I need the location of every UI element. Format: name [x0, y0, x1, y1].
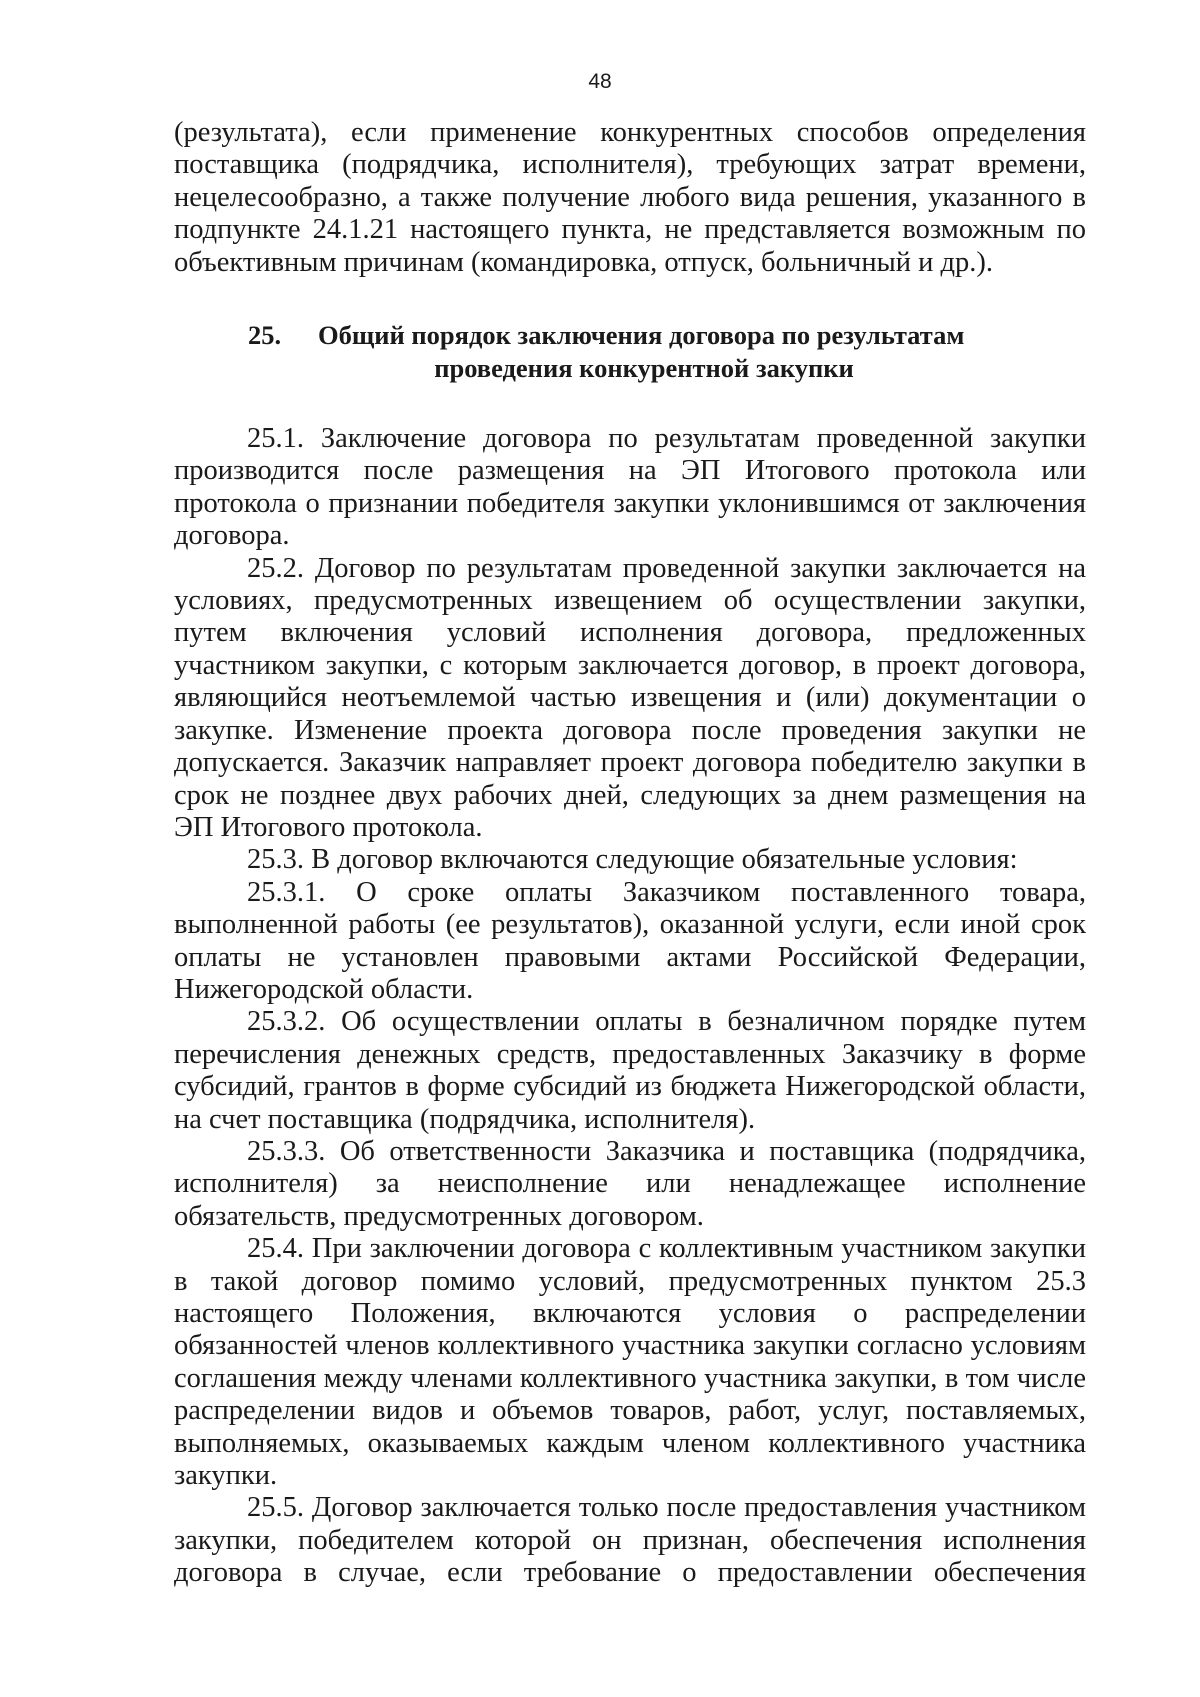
section-number: 25.: [248, 320, 282, 351]
paragraph-25-3: 25.3. В договор включаются следующие обязательные условия:: [247, 844, 1018, 876]
document-body: [174, 117, 1086, 1590]
paragraph-25-3-3: 25.3.3. Об ответственности Заказчика и поставщика (подрядчика, исполнителя) за неисполнение или ненадлежащее исполнение обязательств, предусмотренных договором.: [174, 1135, 1086, 1232]
section-title-line1: Общий порядок заключения договора по результатам: [318, 320, 965, 351]
section-heading-line1: [174, 319, 1086, 352]
section-heading: [174, 319, 1086, 385]
paragraph-25-4: 25.4. При заключении договора с коллективным участником закупки в такой договор помимо условий, предусмотренных пунктом 25.3 настоящего Положения, включаются условия о распределении обязанностей членов коллективного участника закупки согласно условиям соглашения между членами коллективного участника закупки, в том числе распределении видов и объемов товаров, работ, услуг, поставляемых, выполняемых, оказываемых каждым членом коллективного участника закупки.: [174, 1233, 1086, 1492]
intro-paragraph: (результата), если применение конкурентных способов определения поставщика (подрядчика, исполнителя), требующих затрат времени, нецелесообразно, а также получение любого вида решения, указанного в подпункте 24.1.21 настоящего пункта, не представляется возможным по объективным причинам (командировка, отпуск, больничный и др.).: [174, 117, 1086, 278]
paragraph-25-1: 25.1. Заключение договора по результатам проведенной закупки производится после размещения на ЭП Итогового протокола или протокола о признании победителя закупки уклонившимся от заключения договора.: [174, 423, 1086, 552]
paragraph-25-3-1: 25.3.1. О сроке оплаты Заказчиком поставленного товара, выполненной работы (ее результатов), оказанной услуги, если иной срок оплаты не установлен правовыми актами Российской Федерации, Нижегородской области.: [174, 876, 1086, 1005]
paragraph-25-5: 25.5. Договор заключается только после предоставления участником закупки, победителем которой он признан, обеспечения исполнения договора в случае, если требование о предоставлении обеспечения: [174, 1492, 1086, 1589]
paragraph-25-2: 25.2. Договор по результатам проведенной закупки заключается на условиях, предусмотренных извещением об осуществлении закупки, путем включения условий исполнения договора, предложенных участником закупки, с которым заключается договор, в проект договора, являющийся неотъемлемой частью извещения и (или) документации о закупке. Изменение проекта договора после проведения закупки не допускается. Заказчик направляет проект договора победителю закупки в срок не позднее двух рабочих дней, следующих за днем размещения на ЭП Итогового протокола.: [174, 552, 1086, 843]
section-title-line2: проведения конкурентной закупки: [434, 353, 854, 384]
paragraph-25-3-2: 25.3.2. Об осуществлении оплаты в безналичном порядке путем перечисления денежных средств, предоставленных Заказчику в форме субсидий, грантов в форме субсидий из бюджета Нижегородской области, на счет поставщика (подрядчика, исполнителя).: [174, 1006, 1086, 1135]
page-number: 48: [588, 70, 612, 93]
